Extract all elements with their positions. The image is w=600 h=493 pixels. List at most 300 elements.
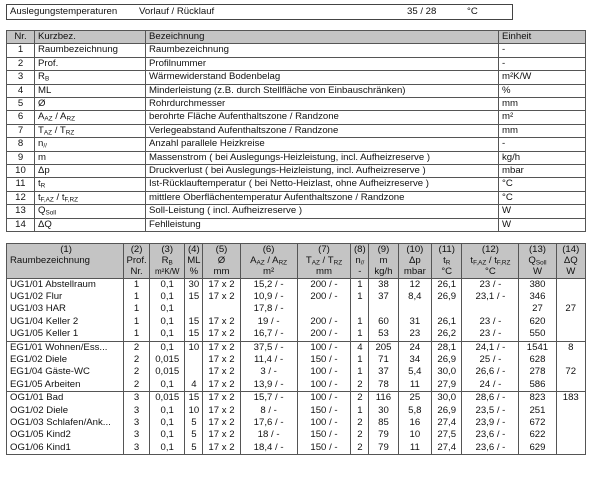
legend-desc: berohrte Fläche Aufenthaltszone / Randzone [146,111,499,124]
room-row [7,278,586,291]
legend-row [7,165,586,178]
legend-row [7,84,586,97]
room-value: 17 x 2 [203,442,240,455]
room-value: 1 [124,303,150,315]
legend-row [7,98,586,111]
legend-short: $T_{AZ} / T_{RZ}$ [35,124,146,137]
room-name: UG1/03 HAR [7,303,124,315]
legend-header-short: Kurzbez. [35,31,146,44]
legend-unit: - [499,44,586,57]
legend-unit: - [499,138,586,151]
room-value: 15,2 / - [240,278,297,291]
room-value: 23 [398,328,431,341]
room-value: 0,015 [150,366,185,378]
room-value: 23,6 / - [462,442,519,455]
legend-short: $A_{AZ} / A_{RZ}$ [35,111,146,124]
room-value: 37 [369,366,398,378]
legend-header-row [7,31,586,44]
legend-unit: mm [499,124,586,137]
legend-unit: m² [499,111,586,124]
room-value: 26,9 [432,405,462,417]
column-symbol: ΔQ [563,255,578,267]
subscript: R [40,182,46,190]
column-header [369,244,398,279]
legend-short: $n_{//}$ [35,138,146,151]
room-value: 278 [519,366,556,378]
room-value: 100 / - [297,341,351,354]
room-value [556,316,585,328]
column-unit: % [189,266,199,278]
room-value: 150 / - [297,354,351,366]
room-value: 629 [519,442,556,455]
room-table-body [7,278,586,455]
column-symbol: $A_{AZ} / A_{RZ}$ [250,255,288,267]
room-value: 100 / - [297,417,351,429]
legend-nr: 5 [7,98,35,111]
room-value: 5 [185,417,203,429]
room-value: 1 [351,354,369,366]
room-name: UG1/05 Keller 1 [7,328,124,341]
column-number: (10) [406,244,424,255]
legend-short: ΔQ [35,218,146,231]
room-value: 5,4 [398,366,431,378]
column-unit: m² [263,266,275,278]
room-row [7,316,586,328]
room-value: 628 [519,354,556,366]
legend-unit: % [499,84,586,97]
room-value: 27,4 [432,417,462,429]
legend-short: ML [35,84,146,97]
legend-nr: 7 [7,124,35,137]
room-value: 2 [124,354,150,366]
legend-desc: Minderleistung (z.B. durch Stellfläche von Einbauschränken) [146,84,499,97]
legend-body [7,44,586,232]
room-value: 200 / - [297,316,351,328]
room-row [7,341,586,354]
room-value [185,366,203,378]
room-value: 2 [124,341,150,354]
room-value: 37,5 / - [240,341,297,354]
room-row [7,291,586,303]
room-value: 1 [351,278,369,291]
column-symbol: ML [187,255,201,267]
legend-unit: - [499,57,586,70]
room-data-table [6,243,586,455]
room-value: 30,0 [432,392,462,405]
room-value [203,303,240,315]
legend-desc: Profilnummer [146,57,499,70]
room-value: 1 [351,316,369,328]
room-value: 15,7 / - [240,392,297,405]
column-header [203,244,240,279]
room-row [7,303,586,315]
room-value: 3 [124,429,150,441]
room-value: 2 [351,429,369,441]
room-value: 0,1 [150,341,185,354]
room-value: 0,1 [150,278,185,291]
legend-short: Δp [35,165,146,178]
room-value [556,405,585,417]
room-name: UG1/02 Flur [7,291,124,303]
column-number: (3) [161,244,174,255]
room-value: 38 [369,278,398,291]
column-symbol: $t_{F,AZ} / t_{F,RZ}$ [470,255,511,267]
legend-nr: 9 [7,151,35,164]
room-value: 79 [369,429,398,441]
legend-row [7,218,586,231]
legend-nr: 2 [7,57,35,70]
column-symbol: $R_B$ [161,255,173,267]
room-value: 17 x 2 [203,366,240,378]
design-temp-label: Auslegungstemperaturen [10,6,118,17]
room-value: 23 / - [462,278,519,291]
column-symbol: m [379,255,388,267]
column-number: (8) [353,244,366,255]
room-value [556,442,585,455]
room-value [432,303,462,315]
room-table-header [7,244,586,279]
legend-unit: °C [499,178,586,191]
room-value: 16 [398,417,431,429]
room-value: 672 [519,417,556,429]
room-row [7,379,586,392]
room-value: 30 [369,405,398,417]
room-row [7,429,586,441]
room-value: 10 [185,405,203,417]
legend-desc: Raumbezeichnung [146,44,499,57]
room-value: 150 / - [297,442,351,455]
legend-row [7,178,586,191]
room-value: 8 [556,341,585,354]
room-value: 13,9 / - [240,379,297,392]
legend-unit: mbar [499,165,586,178]
column-header [519,244,556,279]
room-value: 183 [556,392,585,405]
room-value: 17 x 2 [203,341,240,354]
room-value: 3 [124,392,150,405]
room-name: EG1/04 Gäste-WC [7,366,124,378]
room-value: 1 [351,328,369,341]
column-symbol: $t_R$ [443,255,451,267]
legend-nr: 6 [7,111,35,124]
column-number: (13) [528,244,546,255]
room-value: 10,9 / - [240,291,297,303]
room-value: 5,8 [398,405,431,417]
column-number: (7) [318,244,330,255]
subscript: RZ [66,115,75,123]
room-value: 19 / - [240,316,297,328]
column-unit: W [532,266,542,278]
room-value: 1 [124,316,150,328]
room-value [556,429,585,441]
room-value: 100 / - [297,379,351,392]
room-value: 17 x 2 [203,429,240,441]
legend-unit: W [499,218,586,231]
legend-row [7,71,586,84]
column-symbol: Ø [217,255,226,267]
room-value: 25 / - [462,354,519,366]
room-value: 17 x 2 [203,354,240,366]
legend-nr: 10 [7,165,35,178]
room-value: 150 / - [297,405,351,417]
room-value: 27,4 [432,442,462,455]
room-value [462,303,519,315]
room-value: 17 x 2 [203,379,240,392]
legend-desc: Wärmewiderstand Bodenbelag [146,71,499,84]
room-row [7,392,586,405]
room-value: 0,1 [150,303,185,315]
room-value: 2 [351,392,369,405]
column-header [240,244,297,279]
column-unit [10,266,122,277]
room-value: 17 x 2 [203,328,240,341]
subscript: B [44,75,50,83]
legend-short: $t_{F,AZ} / t_{F,RZ}$ [35,191,146,204]
subscript: F,AZ [40,196,54,204]
room-value [556,328,585,341]
room-value: 85 [369,417,398,429]
column-unit: m²K/W [154,267,180,277]
column-symbol: Raumbezeichnung [10,255,91,267]
legend-nr: 14 [7,218,35,231]
legend-row [7,205,586,218]
column-header [185,244,203,279]
subscript: // [43,142,47,150]
room-value: 26,1 [432,278,462,291]
column-number: (2) [130,244,143,255]
room-value: 28,6 / - [462,392,519,405]
room-value: 200 / - [297,328,351,341]
column-header [351,244,369,279]
room-value: 0,1 [150,442,185,455]
room-name: OG1/05 Kind2 [7,429,124,441]
room-value: 23 / - [462,316,519,328]
room-value [398,303,431,315]
column-number: (1) [60,244,72,255]
room-value [556,354,585,366]
legend-row [7,124,586,137]
subscript: R [445,259,451,267]
room-value: 17 x 2 [203,417,240,429]
room-name: OG1/06 Kind1 [7,442,124,455]
room-value: 11 [398,379,431,392]
column-symbol: $T_{AZ} / T_{RZ}$ [305,255,343,267]
column-header [150,244,185,279]
room-value: 28,1 [432,341,462,354]
room-value: 34 [398,354,431,366]
column-unit: W [566,266,576,278]
room-name: EG1/05 Arbeiten [7,379,124,392]
legend-unit: °C [499,191,586,204]
room-value: 18 / - [240,429,297,441]
room-value: 5 [185,429,203,441]
room-value: 26,9 [432,291,462,303]
room-value: 17 x 2 [203,392,240,405]
room-value: 2 [124,366,150,378]
legend-row [7,151,586,164]
room-value: 78 [369,379,398,392]
room-value: 27 [556,303,585,315]
room-value: 0,015 [150,392,185,405]
legend-desc: Massenstrom ( bei Auslegungs-Heizleistung, incl. Aufheizreserve ) [146,151,499,164]
room-value: 5 [185,442,203,455]
room-value: 37 [369,291,398,303]
room-value: 30 [185,278,203,291]
room-value: 10 [185,341,203,354]
room-value: 72 [556,366,585,378]
room-value: 1541 [519,341,556,354]
column-unit: °C [485,266,496,278]
legend-short: m [35,151,146,164]
subscript: B [168,259,173,267]
subscript: F,AZ [473,259,487,267]
legend-unit: m²K/W [499,71,586,84]
room-value: 3 [124,417,150,429]
room-value: 23,1 / - [462,291,519,303]
room-value: 4 [185,379,203,392]
column-unit: kg/h [374,266,393,278]
room-value: 17,8 / - [240,303,297,315]
room-name: EG1/01 Wohnen/Ess... [7,341,124,354]
column-unit: mm [316,266,332,278]
column-symbol: $n_{//}$ [355,255,365,267]
room-value: 24 / - [462,379,519,392]
room-value: 30,0 [432,366,462,378]
room-value: 200 / - [297,291,351,303]
room-value: 15 [185,291,203,303]
legend-header-nr: Nr. [7,31,35,44]
legend-nr: 4 [7,84,35,97]
room-value: 60 [369,316,398,328]
room-value: 2 [351,442,369,455]
column-header [398,244,431,279]
design-temp-sublabel: Vorlauf / Rücklauf [139,6,215,17]
legend-desc: Ist-Rücklauftemperatur ( bei Netto-Heizlast, ohne Aufheizreserve ) [146,178,499,191]
legend-nr: 3 [7,71,35,84]
room-value: 24,1 / - [462,341,519,354]
column-header [432,244,462,279]
legend-unit: kg/h [499,151,586,164]
legend-table [6,30,586,232]
room-value: 53 [369,328,398,341]
room-row [7,417,586,429]
column-unit: mbar [403,266,426,278]
room-value: 15 [185,392,203,405]
room-value: 24 [398,341,431,354]
room-value [351,303,369,315]
room-value: 8 / - [240,405,297,417]
room-name: OG1/01 Bad [7,392,124,405]
column-header [124,244,150,279]
legend-short: Raumbezeichnung [35,44,146,57]
room-value: 116 [369,392,398,405]
room-value: 8,4 [398,291,431,303]
room-name: UG1/01 Abstellraum [7,278,124,291]
legend-row [7,138,586,151]
room-value: 620 [519,316,556,328]
room-value: 380 [519,278,556,291]
room-value: 0,1 [150,405,185,417]
column-unit: °C [441,266,453,278]
room-value: 23,6 / - [462,429,519,441]
column-symbol: $Q_{Soll}$ [528,255,547,267]
room-value: 2 [351,379,369,392]
room-value: 17 x 2 [203,405,240,417]
room-value: 3 [124,442,150,455]
room-value: 1 [124,291,150,303]
column-unit: mm [213,266,230,278]
room-value: 11,4 / - [240,354,297,366]
column-header [7,244,124,279]
room-value: 0,1 [150,429,185,441]
column-symbol: Δp [408,255,421,267]
room-row [7,354,586,366]
design-temp-value: 35 / 28 [407,6,437,17]
room-value: 0,1 [150,328,185,341]
room-value: 0,1 [150,417,185,429]
subscript: // [360,259,365,267]
design-temperature-box [6,4,513,20]
legend-nr: 8 [7,138,35,151]
column-number: (12) [481,244,499,255]
room-row [7,366,586,378]
column-number: (14) [562,244,580,255]
subscript: RZ [65,129,75,137]
room-value: 10 [398,429,431,441]
room-value: 79 [369,442,398,455]
room-value: 823 [519,392,556,405]
room-value: 3 [124,405,150,417]
room-value: 16,7 / - [240,328,297,341]
room-value [297,303,351,315]
legend-desc: Soll-Leistung ( incl. Aufheizreserve ) [146,205,499,218]
room-value: 31 [398,316,431,328]
legend-short: Prof. [35,57,146,70]
room-table-header-row [7,244,586,279]
legend-row [7,191,586,204]
room-value: 1 [124,278,150,291]
legend-desc: Anzahl parallele Heizkreise [146,138,499,151]
subscript: AZ [256,259,265,267]
room-value: 0,015 [150,354,185,366]
legend-nr: 11 [7,178,35,191]
room-value: 17,6 / - [240,417,297,429]
room-value: 2 [124,379,150,392]
subscript: Soll [45,209,57,217]
subscript: RZ [333,259,343,267]
room-value: 200 / - [297,278,351,291]
room-value: 18,4 / - [240,442,297,455]
room-value: 0,1 [150,316,185,328]
room-value: 0,1 [150,379,185,392]
room-value: 26,2 [432,328,462,341]
room-value: 550 [519,328,556,341]
room-value: 346 [519,291,556,303]
legend-unit: W [499,205,586,218]
room-value: 586 [519,379,556,392]
legend-row [7,57,586,70]
room-value [556,417,585,429]
legend-unit: mm [499,98,586,111]
room-value: 15 [185,316,203,328]
subscript: F,RZ [64,196,78,204]
subscript: RZ [278,259,288,267]
room-value: 26,9 [432,354,462,366]
room-value: 23 / - [462,328,519,341]
room-value: 26,6 / - [462,366,519,378]
room-value: 27,5 [432,429,462,441]
legend-desc: Fehlleistung [146,218,499,231]
